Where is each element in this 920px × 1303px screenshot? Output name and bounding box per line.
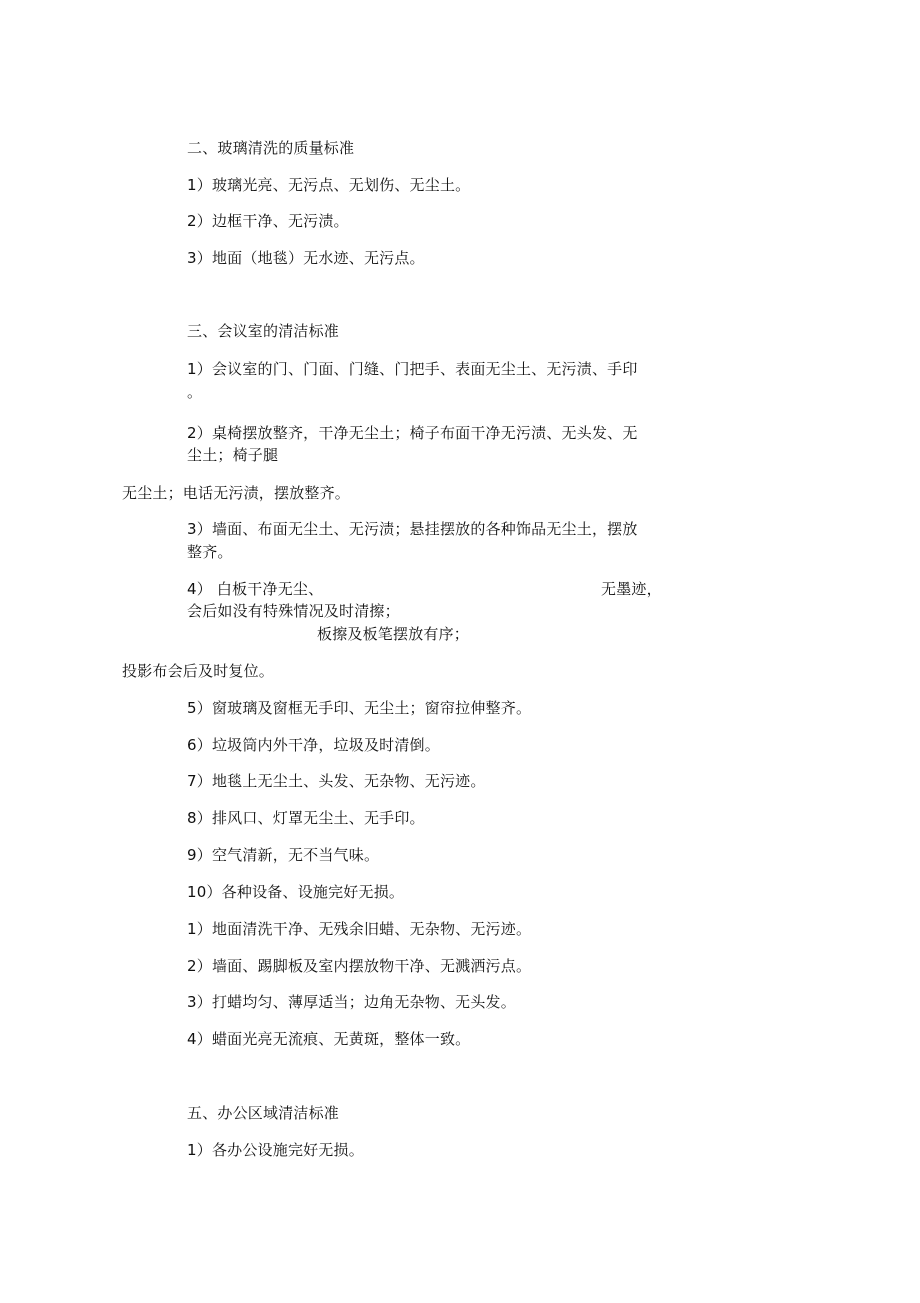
list-item-continuation: 投影布会后及时复位。 bbox=[122, 662, 275, 680]
section-heading-office: 五、办公区域清洁标准 bbox=[187, 1104, 340, 1122]
list-item: 3）打蜡均匀、薄厚适当；边角无杂物、无头发。 bbox=[187, 993, 516, 1011]
list-item: 9）空气清新，无不当气味。 bbox=[187, 846, 380, 864]
list-item: 7）地毯上无尘土、头发、无杂物、无污迹。 bbox=[187, 772, 486, 790]
list-item-continuation: 尘土；椅子腿 bbox=[187, 446, 279, 464]
list-item: 3）墙面、布面无尘土、无污渍；悬挂摆放的各种饰品无尘土，摆放 bbox=[187, 520, 638, 538]
list-item: 6）垃圾筒内外干净，垃圾及时清倒。 bbox=[187, 736, 440, 754]
list-item-fragment: 无墨迹， bbox=[601, 580, 662, 598]
list-item-continuation: 会后如没有特殊情况及时清擦； bbox=[187, 602, 400, 620]
list-item-continuation: 无尘土；电话无污渍，摆放整齐。 bbox=[122, 484, 351, 502]
list-item: 3）地面（地毯）无水迹、无污点。 bbox=[187, 249, 425, 267]
list-item: 5）窗玻璃及窗框无手印、无尘土；窗帘拉伸整齐。 bbox=[187, 699, 532, 717]
list-item: 1）玻璃光亮、无污点、无划伤、无尘土。 bbox=[187, 176, 471, 194]
list-item: 10）各种设备、设施完好无损。 bbox=[187, 883, 405, 901]
list-item: 8）排风口、灯罩无尘土、无手印。 bbox=[187, 809, 425, 827]
list-item-continuation: 。 bbox=[187, 383, 203, 401]
list-item-continuation: 整齐。 bbox=[187, 543, 233, 561]
list-item: 1）各办公设施完好无损。 bbox=[187, 1141, 364, 1159]
list-item: 1）地面清洗干净、无残余旧蜡、无杂物、无污迹。 bbox=[187, 920, 532, 938]
section-heading-glass: 二、玻璃清洗的质量标准 bbox=[187, 139, 355, 157]
section-heading-meeting: 三、会议室的清洁标准 bbox=[187, 322, 340, 340]
list-item: 1）会议室的门、门面、门缝、门把手、表面无尘土、无污渍、手印 bbox=[187, 360, 638, 378]
list-item: 4）蜡面光亮无流痕、无黄斑，整体一致。 bbox=[187, 1030, 471, 1048]
list-item: 4） 白板干净无尘、 bbox=[187, 580, 324, 598]
list-item: 2）边框干净、无污渍。 bbox=[187, 212, 349, 230]
list-item: 2）墙面、踢脚板及室内摆放物干净、无溅洒污点。 bbox=[187, 957, 532, 975]
list-item-continuation: 板擦及板笔摆放有序； bbox=[317, 625, 470, 643]
list-item: 2）桌椅摆放整齐，干净无尘土；椅子布面干净无污渍、无头发、无 bbox=[187, 424, 638, 442]
